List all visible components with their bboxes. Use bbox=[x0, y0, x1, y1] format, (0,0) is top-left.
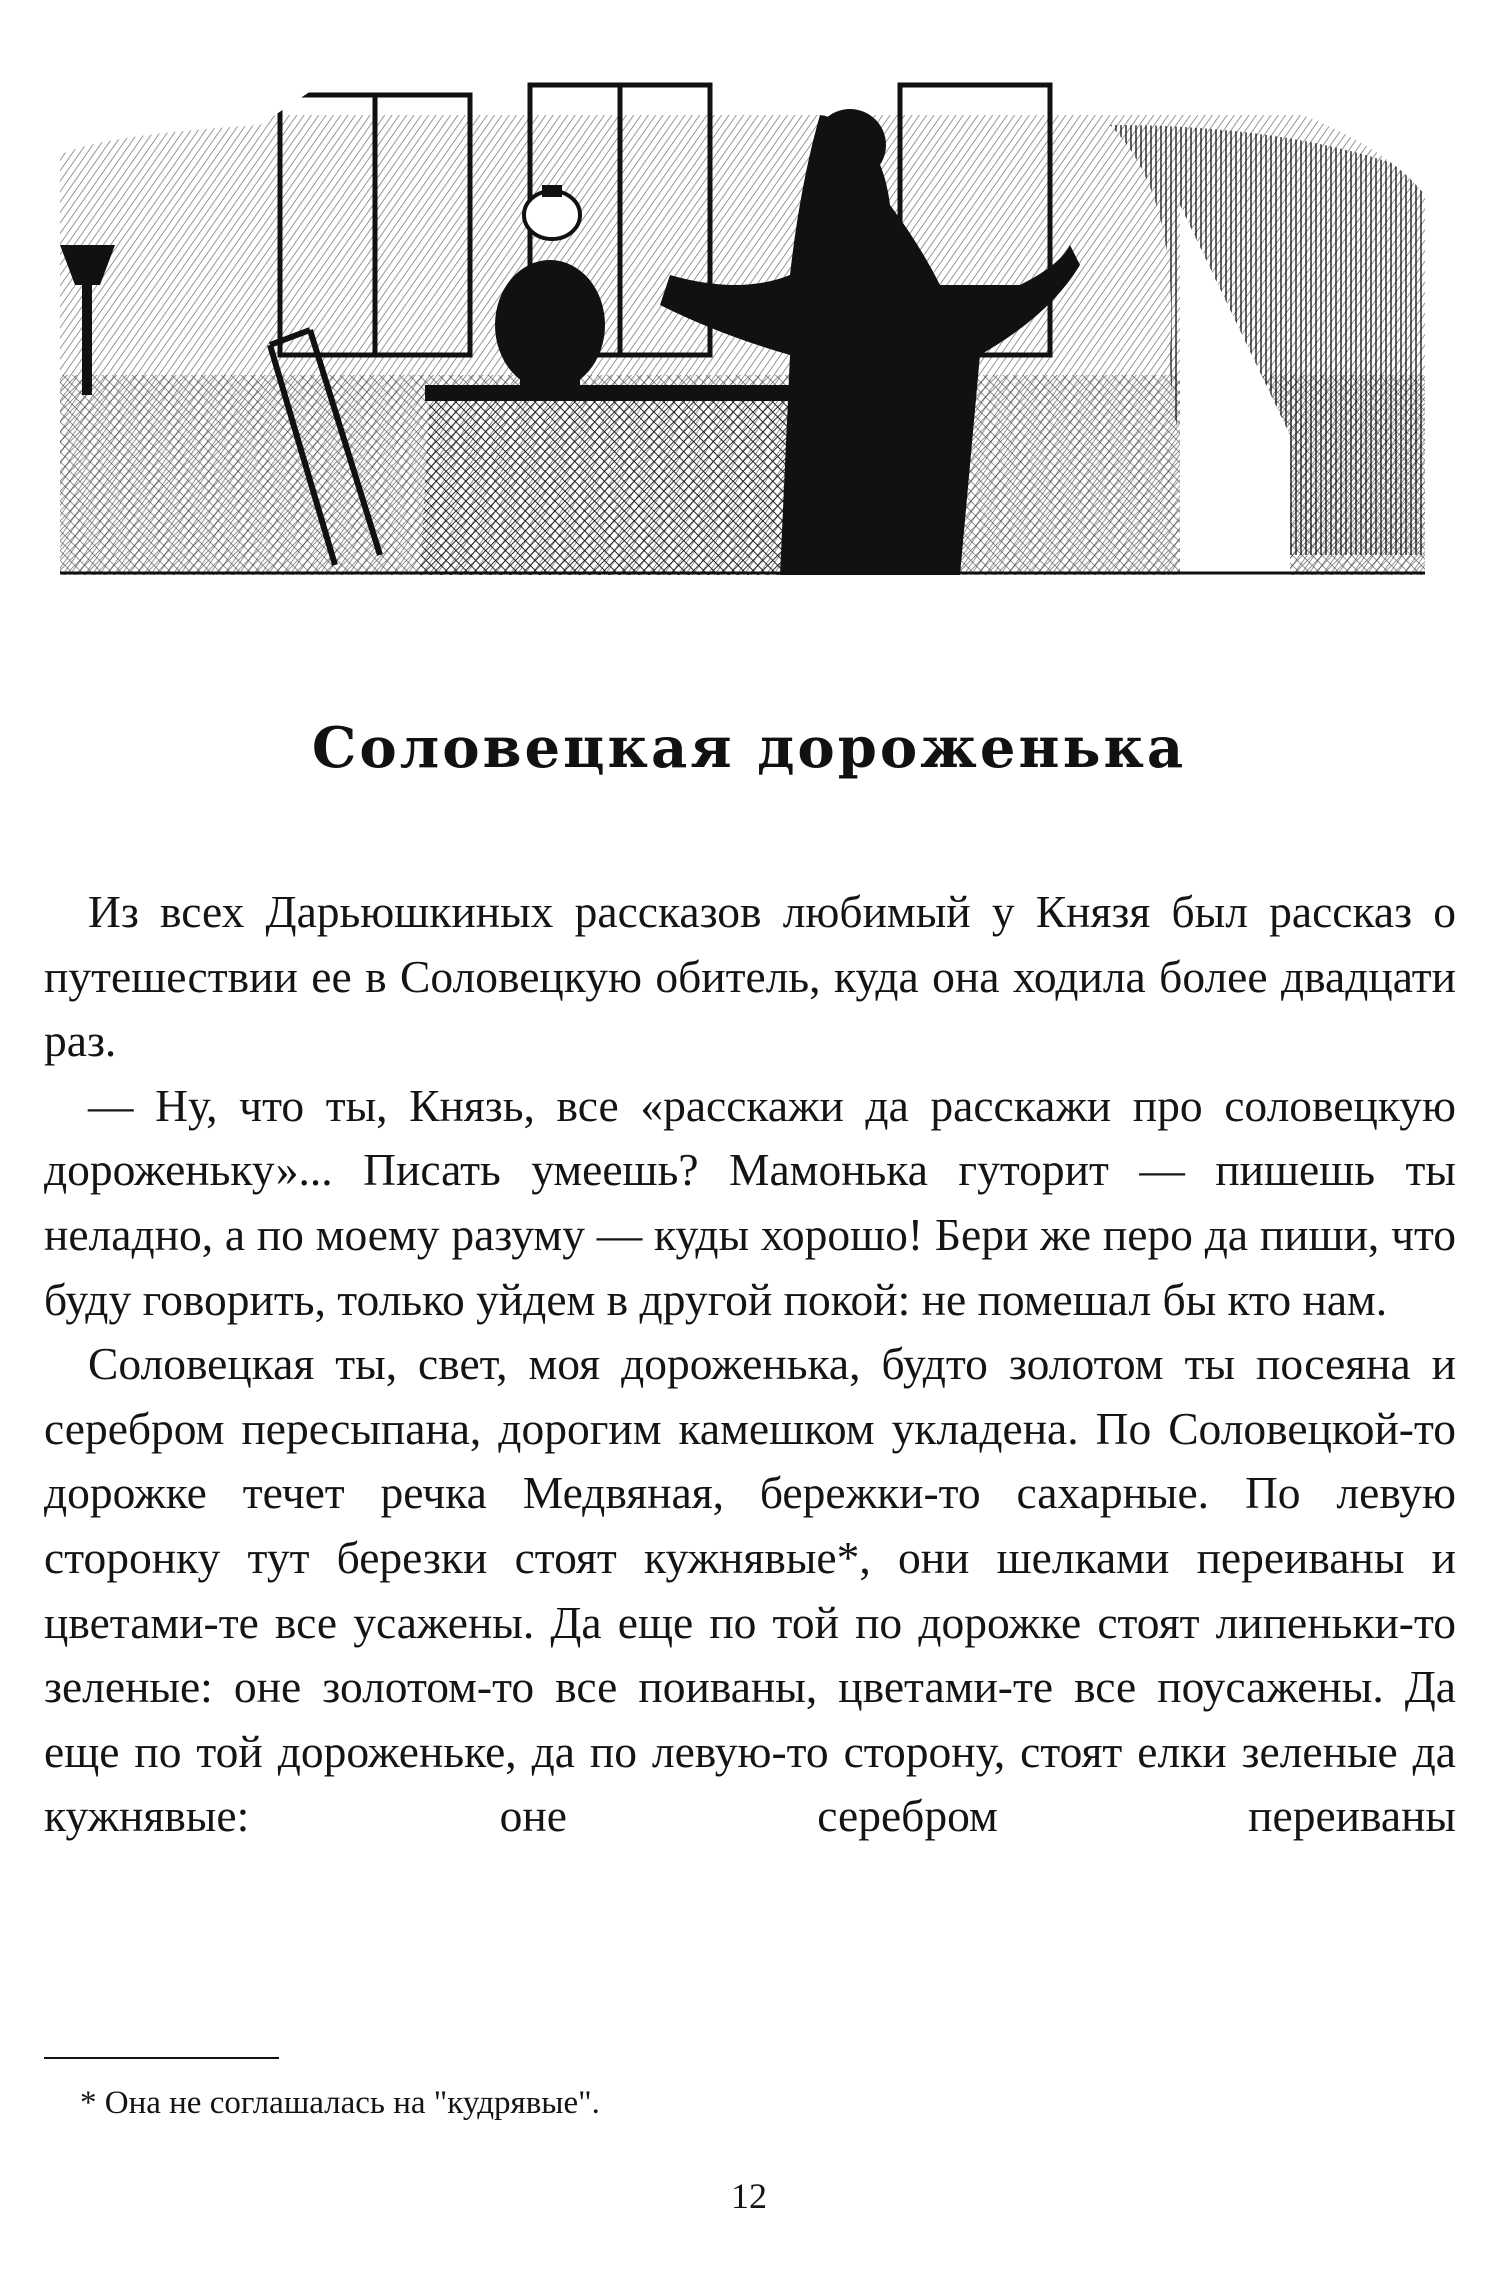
illustration bbox=[60, 55, 1425, 575]
paragraph: — Ну, что ты, Князь, все «расскажи да расскажи про соловецкую дороженьку»... Писать умеешь? Мамонька гуторит — пишешь ты неладно, а по моему разуму — куды хорошо! Бери же перо да пиши, что буду говорить, только уйдем в другой покой: не помешал бы кто нам. bbox=[44, 1079, 1456, 1325]
page-number: 12 bbox=[731, 2176, 767, 2216]
footnote-divider bbox=[44, 2057, 279, 2059]
body-text bbox=[44, 880, 1456, 1849]
paragraph: Из всех Дарьюшкиных рассказов любимый у Князя был рассказ о путешествии ее в Соловецкую обитель, куда она ходила более двадцати раз. bbox=[44, 886, 1456, 1067]
footnote: * Она не соглашалась на "кудрявые". bbox=[80, 2085, 600, 2121]
chapter-title: Соловецкая дороженька bbox=[311, 715, 1187, 781]
paragraph: Соловецкая ты, свет, моя дороженька, будто золотом ты посеяна и серебром пересыпана, дорогим камешком укладена. По Соловецкой-то дорожке течет речка Медвяная, бережки-то сахарные. По левую сторонку тут березки стоят кужнявые*, они шелками переиваны и цветами-те все усажены. Да еще по той по дорожке стоят липеньки-то зеленые: оне золотом-то все поиваны, цветами-те все поусажены. Да еще по той дороженьке, да по левую-то сторону, стоят елки зеленые да кужнявые: оне серебром переиваны bbox=[44, 1338, 1456, 1842]
illustration-room-with-samovar-and-woman bbox=[60, 55, 1425, 575]
